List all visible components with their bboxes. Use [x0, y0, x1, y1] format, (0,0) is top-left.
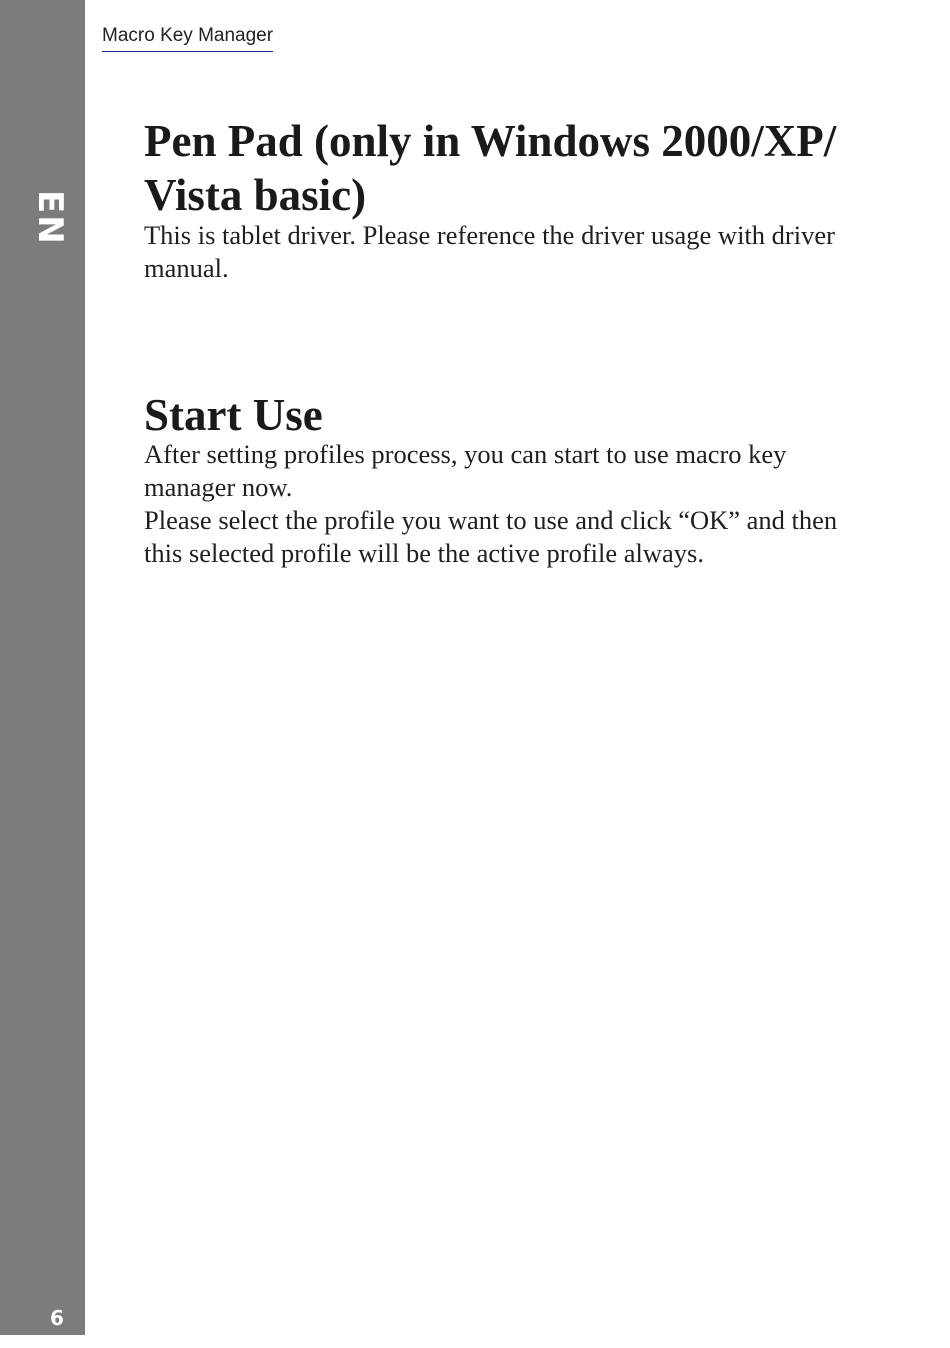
pen-pad-text-line-2: manual.	[144, 253, 229, 283]
start-use-text-line-2: manager now.	[144, 472, 293, 502]
language-tab: EN	[30, 190, 70, 246]
start-use-paragraph	[144, 438, 884, 570]
pen-pad-heading-line-1: Pen Pad (only in Windows 2000/XP/	[144, 116, 837, 166]
page-number: 6	[50, 1306, 64, 1330]
start-use-text-line-4: this selected profile will be the active profile always.	[144, 538, 704, 568]
pen-pad-heading-line-2: Vista basic)	[144, 170, 367, 220]
start-use-text-line-3: Please select the profile you want to use and click “OK” and then	[144, 505, 838, 535]
start-use-heading	[144, 388, 323, 442]
pen-pad-paragraph	[144, 219, 884, 285]
language-sidebar	[0, 0, 85, 1335]
running-header: Macro Key Manager	[102, 24, 273, 52]
start-use-text-line-1: After setting profiles process, you can start to use macro key	[144, 439, 787, 469]
pen-pad-heading	[144, 114, 836, 222]
pen-pad-text-line-1: This is tablet driver. Please reference the driver usage with driver	[144, 220, 835, 250]
start-use-heading-line-1: Start Use	[144, 390, 323, 440]
